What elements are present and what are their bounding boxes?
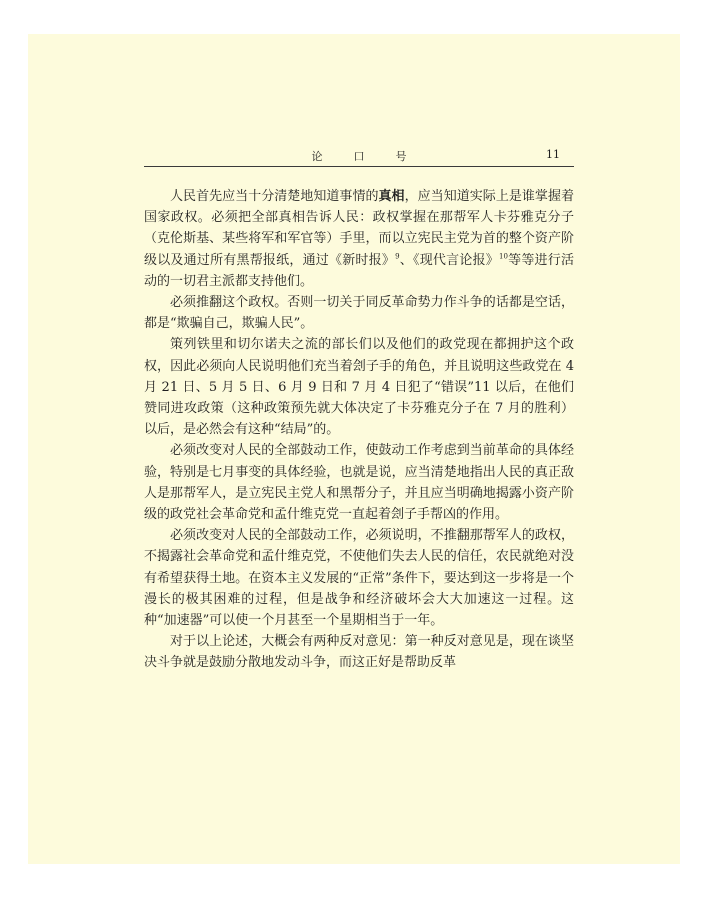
text-segment: 策列铁里和切尔诺夫之流的部长们以及他们的政党现在都拥护这个政权，因此必须向人民说明他们充当着刽子手的角色，并且说明这些政党在 4 月 21 日、5 月 5 日、6 月 9 日和 7 月 4 日犯了“错误”11 以后，在他们赞同进攻政策（这种政策预先就大体决定了卡芬雅克分子在 7 月的胜利）以后，是必然会有这种“结局”的。 [144,337,574,438]
paragraph [144,440,574,525]
header-title: 论 口 号 [311,150,417,163]
text-segment: 对于以上论述，大概会有两种反对意见：第一种反对意见是，现在谈坚决斗争就是鼓励分散地发动斗争，而这正好是帮助反革 [144,634,574,671]
text-segment: 必须改变对人民的全部鼓动工作，必须说明，不推翻那帮军人的政权，不揭露社会革命党和孟什维克党，不使他们失去人民的信任，农民就绝对没有希望获得土地。在资本主义发展的“正常”条件下，要达到这一步将是一个漫长的极其困难的过程，但是战争和经济破坏会大大加速这一过程。这种“加速器”可以使一个月甚至一个星期相当于一年。 [144,528,574,629]
footnote-ref[interactable]: 10 [498,252,508,261]
text-segment: ，应当知道实际上是谁掌握着国家政权。必须把全部真相告诉人民：政权掌握在那帮军人卡芬雅克分子（克伦斯基、某些将军和军官等）手里，而以立宪民主党为首的整个资产阶级以及通过所有黑帮报纸，通过《新时报》 [144,189,574,268]
text-segment: 必须改变对人民的全部鼓动工作，使鼓动工作考虑到当前革命的具体经验，特别是七月事变的具体经验，也就是说，应当清楚地指出人民的真正敌人是那帮军人，是立宪民主党人和黑帮分子，并且应当明确地揭露小资产阶级的政党社会革命党和孟什维克党一直起着刽子手帮凶的作用。 [144,443,574,523]
text-segment: 必须推翻这个政权。否则一切关于同反革命势力作斗争的话都是空话，都是“欺骗自己，欺骗人民”。 [144,295,574,332]
paragraph [144,292,574,334]
text-segment: 人民首先应当十分清楚地知道事情的 [170,189,379,204]
page-number: 11 [546,148,560,161]
text-segment: 、《现代言论报》 [399,252,499,268]
paragraph [144,525,574,631]
paragraph [144,631,574,673]
paragraph [144,186,574,292]
bold-term: 真相 [378,189,405,204]
footnote-ref[interactable]: 9 [395,252,400,261]
text-segment: 等等进行活动的一切君主派都支持他们。 [144,252,574,289]
running-header [144,146,574,167]
paragraph [144,334,574,440]
body-text [144,186,574,674]
